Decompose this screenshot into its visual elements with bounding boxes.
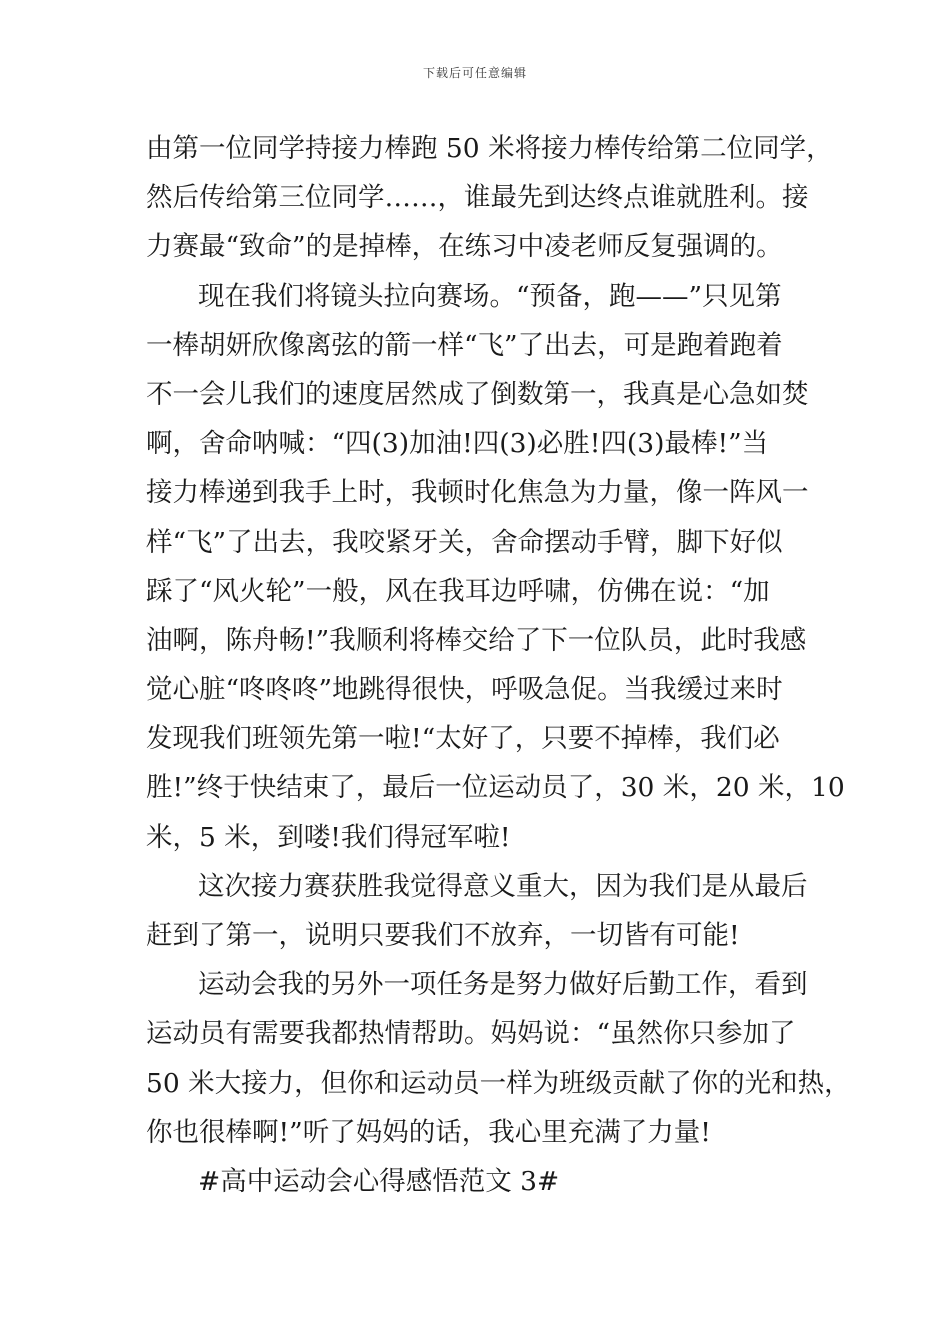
paragraph-start-line: 这次接力赛获胜我觉得意义重大，因为我们是从最后 [198,870,808,902]
text-line: 不一会儿我们的速度居然成了倒数第一，我真是心急如焚 [146,378,809,410]
text-line: 然后传给第三位同学……，谁最先到达终点谁就胜利。接 [146,182,809,214]
text-line: 觉心脏“咚咚咚”地跳得很快，呼吸急促。当我缓过来时 [146,674,783,706]
text-line: 力赛最“致命”的是掉棒，在练习中凌老师反复强调的。 [146,231,783,263]
text-line: 接力棒递到我手上时，我顿时化焦急为力量，像一阵风一 [146,477,809,509]
text-line: 发现我们班领先第一啦!“太好了，只要不掉棒，我们必 [146,723,780,755]
text-line: 赶到了第一，说明只要我们不放弃，一切皆有可能! [146,920,740,951]
text-line: 你也很棒啊!”听了妈妈的话，我心里充满了力量! [146,1116,711,1148]
text-line: 由第一位同学持接力棒跑 50 米将接力棒传给第二位同学， [146,133,833,164]
paragraph-start-line: 运动会我的另外一项任务是努力做好后勤工作，看到 [198,969,808,1001]
text-line: 油啊，陈舟畅!”我顺利将棒交给了下一位队员，此时我感 [146,624,807,656]
text-line: 啊，舍命呐喊：“四(3)加油!四(3)必胜!四(3)最棒!”当 [146,428,769,460]
text-line: 踩了“风火轮”一般，风在我耳边呼啸，仿佛在说：“加 [146,575,770,607]
section-heading: #高中运动会心得感悟范文 3# [198,1165,560,1197]
text-line: 运动员有需要我都热情帮助。妈妈说：“虽然你只参加了 [146,1018,796,1050]
article-body [146,124,851,1206]
paragraph-start-line: 现在我们将镜头拉向赛场。“预备，跑——”只见第 [198,280,782,312]
page-header: 下载后可任意编辑 [422,66,527,80]
text-line: 50 米大接力，但你和运动员一样为班级贡献了你的光和热， [146,1067,851,1099]
text-line: 样“飞”了出去，我咬紧牙关，舍命摆动手臂，脚下好似 [146,526,783,558]
text-line: 米，5 米，到喽!我们得冠军啦! [146,821,511,853]
text-line: 一棒胡妍欣像离弦的箭一样“飞”了出去，可是跑着跑着 [146,329,783,361]
text-line: 胜!”终于快结束了，最后一位运动员了，30 米，20 米，10 [146,772,845,804]
